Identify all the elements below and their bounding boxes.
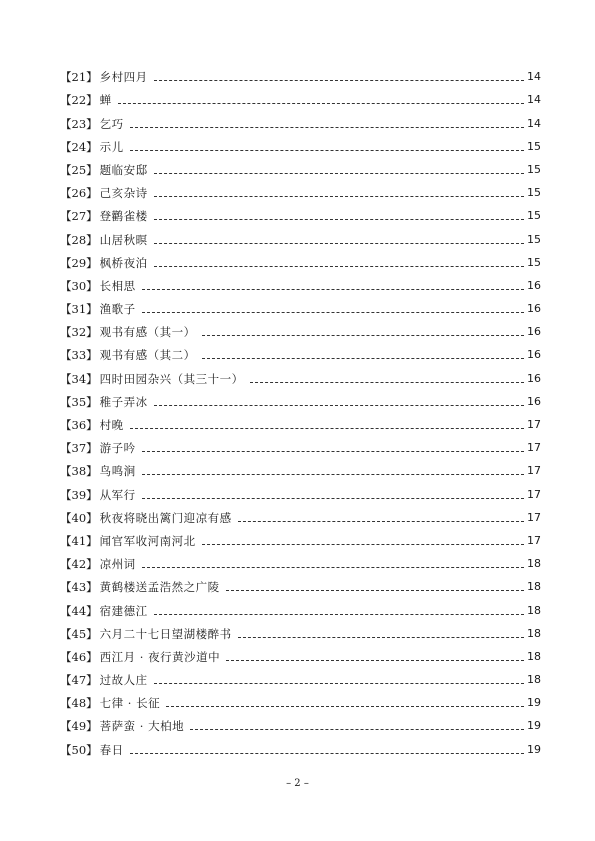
toc-entry-title: 凉州词 xyxy=(99,557,136,572)
toc-dotted-leader xyxy=(130,753,524,754)
toc-entry[interactable] xyxy=(60,478,541,501)
toc-dotted-leader xyxy=(226,590,524,591)
toc-dotted-leader xyxy=(118,103,524,104)
toc-entry[interactable] xyxy=(60,293,541,316)
toc-dotted-leader xyxy=(142,498,524,499)
toc-entry-page: 16 xyxy=(527,325,541,339)
toc-entry-number: 【44】 xyxy=(60,603,98,618)
toc-entry[interactable] xyxy=(60,270,541,293)
toc-entry-number: 【50】 xyxy=(60,742,98,757)
toc-entry[interactable] xyxy=(60,316,541,339)
toc-entry-title: 渔歌子 xyxy=(99,302,136,317)
toc-entry-title: 七律 · 长征 xyxy=(99,696,161,711)
toc-entry-number: 【29】 xyxy=(60,255,98,270)
toc-entry-number: 【21】 xyxy=(60,70,98,85)
toc-entry-title: 观书有感（其一） xyxy=(99,325,196,340)
toc-entry-page: 17 xyxy=(527,418,541,431)
toc-entry[interactable] xyxy=(60,618,541,641)
toc-dotted-leader xyxy=(154,173,524,174)
toc-entry-page: 19 xyxy=(527,719,541,733)
toc-entry[interactable] xyxy=(60,641,541,664)
toc-entry-page: 18 xyxy=(527,649,541,663)
toc-entry-title: 题临安邸 xyxy=(99,162,148,177)
toc-entry-number: 【30】 xyxy=(60,278,98,293)
toc-dotted-leader xyxy=(154,219,524,220)
toc-dotted-leader xyxy=(142,474,524,475)
toc-entry[interactable] xyxy=(60,525,541,548)
toc-dotted-leader xyxy=(154,196,524,197)
toc-entry-title: 过故人庄 xyxy=(99,673,148,688)
toc-entry[interactable] xyxy=(60,177,541,200)
toc-dotted-leader xyxy=(142,451,524,452)
toc-entry-page: 15 xyxy=(527,139,541,153)
toc-entry-page: 14 xyxy=(527,116,541,130)
toc-entry[interactable] xyxy=(60,131,541,154)
toc-entry-page: 19 xyxy=(527,696,541,710)
toc-entry[interactable] xyxy=(60,84,541,107)
table-of-contents xyxy=(60,61,541,757)
toc-entry[interactable] xyxy=(60,107,541,130)
toc-dotted-leader xyxy=(154,405,524,406)
toc-entry-number: 【36】 xyxy=(60,418,98,432)
toc-entry-page: 17 xyxy=(527,464,541,478)
toc-entry[interactable] xyxy=(60,571,541,594)
toc-entry-title: 长相思 xyxy=(99,278,136,293)
toc-entry[interactable] xyxy=(60,362,541,385)
toc-entry-title: 从军行 xyxy=(99,487,136,502)
toc-entry-title: 稚子弄冰 xyxy=(99,394,148,409)
toc-entry-number: 【34】 xyxy=(60,371,98,386)
toc-entry-page: 18 xyxy=(527,626,541,640)
toc-dotted-leader xyxy=(142,312,524,313)
toc-entry-page: 16 xyxy=(527,394,541,408)
toc-dotted-leader xyxy=(226,660,524,661)
toc-entry-number: 【31】 xyxy=(60,302,98,317)
toc-dotted-leader xyxy=(202,335,524,336)
toc-entry-page: 16 xyxy=(527,302,541,316)
toc-dotted-leader xyxy=(166,706,524,707)
toc-entry-title: 示儿 xyxy=(99,139,124,154)
toc-entry-title: 四时田园杂兴（其三十一） xyxy=(99,371,244,386)
toc-entry[interactable] xyxy=(60,154,541,177)
toc-entry[interactable] xyxy=(60,223,541,246)
toc-dotted-leader xyxy=(238,637,524,638)
toc-entry-title: 蝉 xyxy=(99,93,112,108)
toc-dotted-leader xyxy=(202,544,524,545)
toc-entry-title: 春日 xyxy=(99,742,124,757)
toc-entry-number: 【32】 xyxy=(60,325,98,340)
toc-dotted-leader xyxy=(154,80,524,81)
toc-entry[interactable] xyxy=(60,664,541,687)
toc-entry-page: 17 xyxy=(527,487,541,501)
toc-entry-page: 16 xyxy=(527,278,541,292)
toc-entry-page: 18 xyxy=(527,673,541,687)
toc-entry-title: 闻官军收河南河北 xyxy=(99,533,196,548)
toc-entry-page: 18 xyxy=(527,603,541,617)
toc-dotted-leader xyxy=(142,289,524,290)
toc-entry-title: 西江月 · 夜行黄沙道中 xyxy=(99,649,221,664)
toc-entry-page: 16 xyxy=(527,348,541,362)
toc-entry-title: 山居秋暝 xyxy=(99,232,148,247)
toc-entry[interactable] xyxy=(60,61,541,84)
toc-entry-page: 15 xyxy=(527,209,541,223)
toc-entry-title: 秋夜将晓出篱门迎凉有感 xyxy=(99,510,232,525)
toc-entry-title: 乡村四月 xyxy=(99,70,148,85)
toc-entry-number: 【22】 xyxy=(60,93,98,108)
toc-entry-number: 【42】 xyxy=(60,557,98,572)
toc-entry-number: 【47】 xyxy=(60,673,98,688)
toc-entry[interactable] xyxy=(60,455,541,478)
toc-entry-title: 鸟鸣涧 xyxy=(99,464,136,479)
toc-entry-number: 【43】 xyxy=(60,580,98,595)
toc-entry[interactable] xyxy=(60,594,541,617)
toc-dotted-leader xyxy=(154,266,524,267)
toc-dotted-leader xyxy=(202,358,524,359)
toc-entry-page: 15 xyxy=(527,232,541,246)
toc-entry-number: 【48】 xyxy=(60,696,98,711)
toc-entry[interactable] xyxy=(60,687,541,710)
toc-entry-page: 18 xyxy=(527,557,541,571)
toc-entry-title: 宿建德江 xyxy=(99,603,148,618)
toc-entry-number: 【35】 xyxy=(60,394,98,409)
toc-entry-number: 【28】 xyxy=(60,232,98,247)
toc-entry[interactable] xyxy=(60,386,541,409)
toc-entry-number: 【40】 xyxy=(60,510,98,525)
toc-entry-number: 【26】 xyxy=(60,186,98,201)
toc-entry-title: 观书有感（其二） xyxy=(99,348,196,363)
toc-entry[interactable] xyxy=(60,710,541,733)
toc-entry-page: 19 xyxy=(527,742,541,756)
toc-dotted-leader xyxy=(154,614,524,615)
toc-entry-page: 15 xyxy=(527,255,541,269)
toc-entry-title: 游子吟 xyxy=(99,441,136,456)
toc-entry-number: 【45】 xyxy=(60,626,98,641)
toc-entry-number: 【39】 xyxy=(60,487,98,502)
toc-entry-number: 【49】 xyxy=(60,719,98,734)
toc-dotted-leader xyxy=(130,150,524,151)
toc-dotted-leader xyxy=(154,683,524,684)
toc-entry-number: 【37】 xyxy=(60,441,98,456)
toc-dotted-leader xyxy=(250,382,524,383)
toc-dotted-leader xyxy=(142,567,524,568)
toc-entry[interactable] xyxy=(60,339,541,362)
toc-entry[interactable] xyxy=(60,733,541,756)
toc-entry[interactable] xyxy=(60,409,541,432)
page-number-footer: – 2 – xyxy=(286,778,309,789)
toc-entry-number: 【23】 xyxy=(60,116,98,131)
toc-entry-title: 己亥杂诗 xyxy=(99,186,148,201)
toc-entry-page: 14 xyxy=(527,93,541,107)
toc-entry-page: 15 xyxy=(527,162,541,176)
toc-dotted-leader xyxy=(238,521,524,522)
toc-entry-title: 乞巧 xyxy=(99,116,124,131)
toc-entry-page: 17 xyxy=(527,510,541,524)
toc-entry-title: 菩萨蛮 · 大柏地 xyxy=(99,719,185,734)
toc-dotted-leader xyxy=(130,428,524,429)
toc-entry-number: 【46】 xyxy=(60,649,98,664)
toc-entry-page: 15 xyxy=(527,186,541,200)
toc-dotted-leader xyxy=(190,729,524,730)
toc-entry-page: 14 xyxy=(527,70,541,84)
toc-entry-number: 【33】 xyxy=(60,348,98,363)
toc-entry-page: 17 xyxy=(527,533,541,547)
toc-entry-title: 登鹳雀楼 xyxy=(99,209,148,224)
toc-entry[interactable] xyxy=(60,200,541,223)
toc-entry-title: 黄鹤楼送孟浩然之广陵 xyxy=(99,580,220,595)
toc-entry-title: 村晚 xyxy=(99,418,124,432)
toc-entry-page: 16 xyxy=(527,371,541,385)
toc-entry-number: 【24】 xyxy=(60,139,98,154)
toc-entry-number: 【25】 xyxy=(60,162,98,177)
toc-entry[interactable] xyxy=(60,432,541,455)
toc-entry[interactable] xyxy=(60,548,541,571)
toc-entry-number: 【41】 xyxy=(60,533,98,548)
toc-entry-page: 18 xyxy=(527,580,541,594)
toc-entry-page: 17 xyxy=(527,441,541,455)
toc-entry[interactable] xyxy=(60,247,541,270)
toc-entry-title: 枫桥夜泊 xyxy=(99,255,148,270)
toc-entry-title: 六月二十七日望湖楼醉书 xyxy=(99,626,232,641)
toc-dotted-leader xyxy=(130,127,524,128)
toc-entry-number: 【27】 xyxy=(60,209,98,224)
toc-dotted-leader xyxy=(154,243,524,244)
toc-entry-number: 【38】 xyxy=(60,464,98,479)
toc-entry[interactable] xyxy=(60,502,541,525)
